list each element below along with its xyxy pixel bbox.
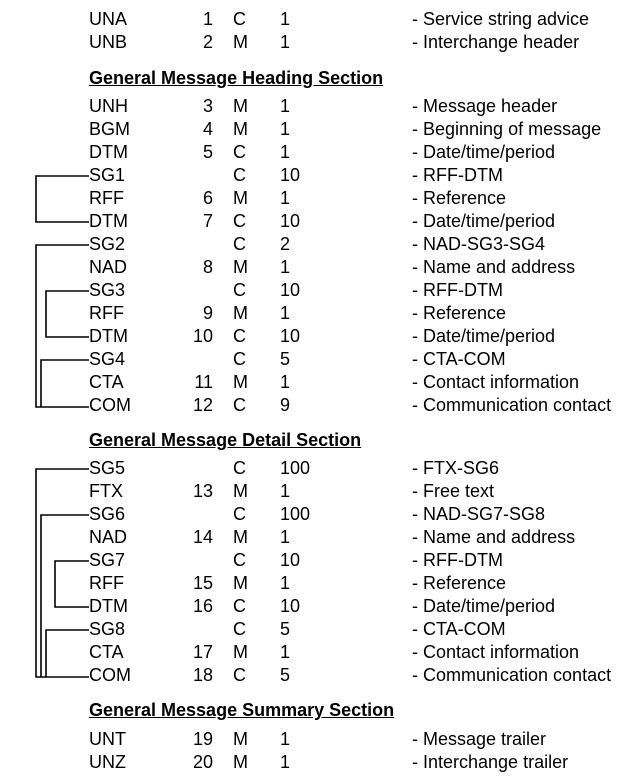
segment-repeat: 1 (280, 481, 291, 501)
segment-repeat: 1 (280, 527, 291, 547)
summary-section-title: General Message Summary Section (89, 700, 395, 720)
segment-repeat: 1 (280, 9, 291, 29)
segment-row-nad (0, 256, 644, 279)
segment-tag: SG6 (89, 504, 126, 524)
segment-row-cta (0, 371, 644, 394)
segment-position: 20 (192, 752, 213, 772)
segment-description: - Communication contact (412, 395, 612, 415)
segment-tag: DTM (89, 326, 128, 346)
segment-position: 16 (192, 596, 213, 616)
segment-row-rff (0, 572, 644, 595)
segment-position: 19 (192, 729, 213, 749)
segment-status: C (233, 280, 246, 300)
segment-description: - FTX-SG6 (412, 458, 500, 478)
segment-row-unt (0, 728, 644, 751)
segment-description: - CTA-COM (412, 349, 506, 369)
segment-repeat: 10 (280, 165, 301, 185)
segment-status: M (233, 32, 248, 52)
segment-description: - NAD-SG7-SG8 (412, 504, 546, 524)
segment-repeat: 1 (280, 188, 291, 208)
segment-description: - Date/time/period (412, 326, 556, 346)
segment-group-row-sg8 (0, 618, 644, 641)
segment-row-bgm (0, 118, 644, 141)
segment-status: C (233, 458, 246, 478)
segment-position: 14 (192, 527, 213, 547)
segment-status: C (233, 142, 246, 162)
segment-repeat: 5 (280, 665, 291, 685)
segment-row-rff (0, 302, 644, 325)
segment-status: M (233, 752, 248, 772)
segment-group-row-sg2 (0, 233, 644, 256)
segment-repeat: 100 (280, 504, 311, 524)
segment-status: M (233, 573, 248, 593)
segment-status: M (233, 96, 248, 116)
segment-status: M (233, 303, 248, 323)
segment-tag: CTA (89, 642, 124, 662)
segment-repeat: 10 (280, 280, 301, 300)
segment-repeat: 1 (280, 96, 291, 116)
segment-position: 15 (192, 573, 213, 593)
segment-repeat: 1 (280, 119, 291, 139)
segment-status: C (233, 619, 246, 639)
segment-group-row-sg3 (0, 279, 644, 302)
segment-tag: UNH (89, 96, 128, 116)
segment-tag: UNA (89, 9, 128, 29)
segment-tag: SG3 (89, 280, 126, 300)
heading-section-title: General Message Heading Section (89, 68, 384, 88)
segment-repeat: 10 (280, 596, 301, 616)
segment-position: 2 (202, 32, 213, 52)
segment-status: C (233, 9, 246, 29)
segment-status: C (233, 550, 246, 570)
segment-description: - Reference (412, 188, 507, 208)
segment-tag: DTM (89, 142, 128, 162)
segment-position: 17 (192, 642, 213, 662)
segment-repeat: 1 (280, 142, 291, 162)
segment-tag: UNZ (89, 752, 126, 772)
segment-group-row-sg6 (0, 503, 644, 526)
segment-tag: DTM (89, 596, 128, 616)
segment-row-unb (0, 31, 644, 54)
segment-tag: SG4 (89, 349, 126, 369)
segment-repeat: 1 (280, 32, 291, 52)
segment-group-row-sg1 (0, 164, 644, 187)
segment-tag: DTM (89, 211, 128, 231)
segment-position: 6 (202, 188, 213, 208)
segment-description: - Communication contact (412, 665, 612, 685)
segment-position: 18 (192, 665, 213, 685)
segment-row-unz (0, 751, 644, 774)
segment-position: 7 (202, 211, 213, 231)
segment-position: 9 (202, 303, 213, 323)
segment-row-dtm (0, 595, 644, 618)
segment-row-nad (0, 526, 644, 549)
segment-status: C (233, 165, 246, 185)
segment-position: 10 (192, 326, 213, 346)
segment-row-dtm (0, 325, 644, 348)
segment-repeat: 1 (280, 257, 291, 277)
segment-repeat: 10 (280, 211, 301, 231)
segment-position: 13 (192, 481, 213, 501)
segment-tag: NAD (89, 527, 128, 547)
segment-tag: CTA (89, 372, 124, 392)
segment-repeat: 100 (280, 458, 311, 478)
segment-status: C (233, 234, 246, 254)
segment-status: C (233, 211, 246, 231)
segment-repeat: 5 (280, 349, 291, 369)
segment-description: - Beginning of message (412, 119, 602, 139)
segment-tag: SG7 (89, 550, 126, 570)
segment-status: C (233, 665, 246, 685)
segment-description: - Date/time/period (412, 596, 556, 616)
segment-status: M (233, 729, 248, 749)
segment-description: - Service string advice (412, 9, 590, 29)
segment-tag: RFF (89, 573, 124, 593)
segment-status: C (233, 596, 246, 616)
segment-repeat: 9 (280, 395, 291, 415)
segment-tag: FTX (89, 481, 123, 501)
segment-position: 12 (192, 395, 213, 415)
segment-position: 8 (202, 257, 213, 277)
segment-tag: SG8 (89, 619, 126, 639)
segment-description: - NAD-SG3-SG4 (412, 234, 546, 254)
segment-repeat: 1 (280, 573, 291, 593)
segment-row-com (0, 664, 644, 687)
segment-description: - CTA-COM (412, 619, 506, 639)
segment-tag: BGM (89, 119, 131, 139)
segment-description: - Interchange header (412, 32, 580, 52)
segment-status: C (233, 349, 246, 369)
segment-tag: SG1 (89, 165, 126, 185)
segment-group-row-sg7 (0, 549, 644, 572)
segment-description: - Name and address (412, 257, 576, 277)
detail-section-title: General Message Detail Section (89, 430, 362, 450)
segment-tag: COM (89, 395, 131, 415)
segment-description: - RFF-DTM (412, 280, 503, 300)
segment-repeat: 1 (280, 642, 291, 662)
segment-description: - Date/time/period (412, 142, 556, 162)
segment-repeat: 1 (280, 372, 291, 392)
segment-description: - Message trailer (412, 729, 547, 749)
segment-position: 1 (202, 9, 213, 29)
segment-status: M (233, 527, 248, 547)
segment-repeat: 1 (280, 303, 291, 323)
segment-row-dtm (0, 210, 644, 233)
segment-position: 4 (202, 119, 213, 139)
segment-tag: SG2 (89, 234, 126, 254)
segment-repeat: 10 (280, 550, 301, 570)
segment-description: - RFF-DTM (412, 165, 503, 185)
segment-position: 3 (202, 96, 213, 116)
segment-status: M (233, 372, 248, 392)
segment-position: 11 (194, 372, 213, 392)
segment-tag: SG5 (89, 458, 126, 478)
segment-description: - Reference (412, 573, 507, 593)
segment-repeat: 1 (280, 752, 291, 772)
segment-description: - Name and address (412, 527, 576, 547)
segment-status: M (233, 481, 248, 501)
segment-tag: NAD (89, 257, 128, 277)
segment-row-com (0, 394, 644, 417)
segment-row-unh (0, 95, 644, 118)
segment-row-ftx (0, 480, 644, 503)
segment-row-dtm (0, 141, 644, 164)
segment-description: - Contact information (412, 372, 580, 392)
segment-group-row-sg4 (0, 348, 644, 371)
segment-status: C (233, 395, 246, 415)
segment-tag: UNT (89, 729, 126, 749)
segment-status: M (233, 642, 248, 662)
segment-row-rff (0, 187, 644, 210)
segment-row-una (0, 8, 644, 31)
segment-status: M (233, 257, 248, 277)
segment-description: - Interchange trailer (412, 752, 569, 772)
segment-position: 5 (202, 142, 213, 162)
segment-status: C (233, 504, 246, 524)
segment-description: - Message header (412, 96, 558, 116)
segment-description: - Contact information (412, 642, 580, 662)
segment-description: - Reference (412, 303, 507, 323)
segment-repeat: 2 (280, 234, 291, 254)
segment-status: M (233, 119, 248, 139)
segment-status: C (233, 326, 246, 346)
segment-tag: UNB (89, 32, 128, 52)
segment-status: M (233, 188, 248, 208)
segment-tag: COM (89, 665, 131, 685)
segment-repeat: 5 (280, 619, 291, 639)
segment-row-cta (0, 641, 644, 664)
segment-description: - RFF-DTM (412, 550, 503, 570)
segment-description: - Date/time/period (412, 211, 556, 231)
segment-tag: RFF (89, 303, 124, 323)
segment-description: - Free text (412, 481, 495, 501)
segment-repeat: 10 (280, 326, 301, 346)
segment-group-row-sg5 (0, 457, 644, 480)
segment-tag: RFF (89, 188, 124, 208)
segment-repeat: 1 (280, 729, 291, 749)
